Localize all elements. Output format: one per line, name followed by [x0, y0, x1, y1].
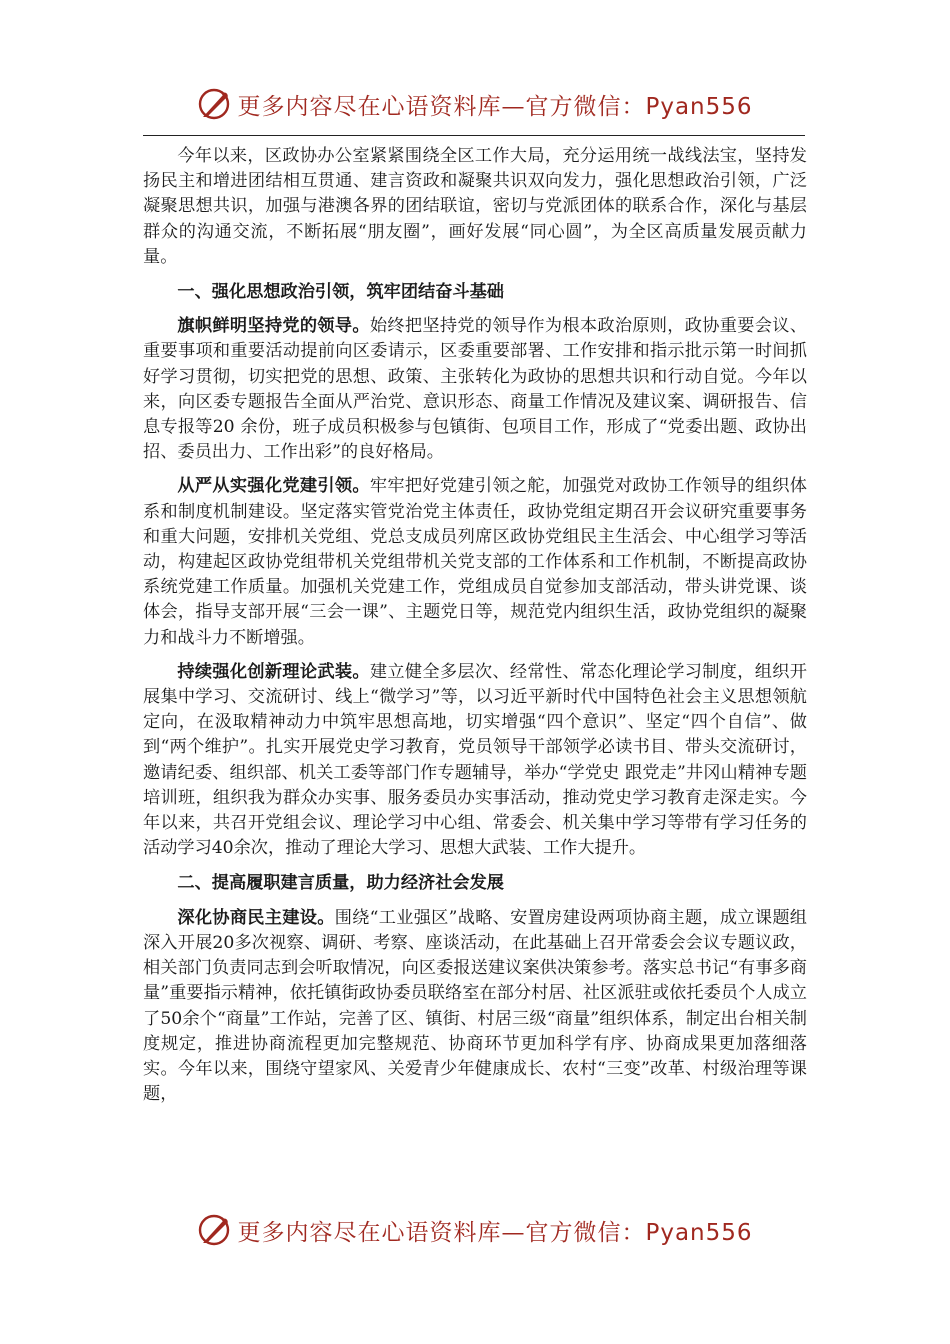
section-heading-1: 一、强化思想政治引领，筑牢团结奋斗基础 — [177, 282, 504, 303]
paragraph-lead: 持续强化创新理论武装。 — [177, 661, 370, 682]
header-divider — [143, 135, 805, 136]
quill-logo-icon — [197, 1213, 231, 1247]
paragraph-party-leadership — [143, 314, 807, 465]
section-heading-2: 二、提高履职建言质量，助力经济社会发展 — [177, 873, 504, 894]
paragraph-consultative-democracy — [143, 906, 807, 1108]
paragraph-party-building — [143, 474, 807, 650]
article-body — [143, 144, 807, 1116]
banner-wechat-id: Pyan556 — [645, 93, 753, 120]
footer-banner — [0, 1210, 950, 1250]
header-banner — [0, 84, 950, 124]
paragraph-body: 建立健全多层次、经常性、常态化理论学习制度，组织开展集中学习、交流研讨、线上“微学习”等，以习近平新时代中国特色社会主义思想领航定向，在汲取精神动力中筑牢思想高地，切实增强“四个意识”、坚定“四个自信”、做到“两个维护”。扎实开展党史学习教育，党员领导干部领学必读书目、带头交流研讨，邀请纪委、组织部、机关工委等部门作专题辅导，举办“学党史 跟党走”井冈山精神专题培训班，组织我为群众办实事、服务委员办实事活动，推动党史学习教育走深走实。今年以来，共召开党组会议、理论学习中心组、常委会、机关集中学习等带有学习任务的活动学习40余次，推动了理论大学习、思想大武装、工作大提升。 — [143, 661, 807, 859]
quill-logo-icon — [197, 87, 231, 121]
paragraph-theory-study — [143, 660, 807, 862]
paragraph-lead: 深化协商民主建设。 — [177, 907, 335, 928]
paragraph-lead: 旗帜鲜明坚持党的领导。 — [177, 316, 370, 337]
intro-paragraph: 今年以来，区政协办公室紧紧围绕全区工作大局，充分运用统一战线法宝，坚持发扬民主和增进团结相互贯通、建言资政和凝聚共识双向发力，强化思想政治引领，广泛凝聚思想共识，加强与港澳各界的团结联谊，密切与党派团体的联系合作，深化与基层群众的沟通交流，不断拓展“朋友圈”，画好发展“同心圆”，为全区高质量发展贡献力量。 — [143, 146, 807, 267]
banner-text: 更多内容尽在心语资料库—官方微信：Pyan556 — [237, 93, 753, 120]
paragraph-body: 始终把坚持党的领导作为根本政治原则，政协重要会议、重要事项和重要活动提前向区委请示，区委重要部署、工作安排和指示批示第一时间抓好学习贯彻，切实把党的思想、政策、主张转化为政协的思想共识和行动自觉。今年以来，向区委专题报告全面从严治党、意识形态、商量工作情况及建议案、调研报告、信息专报等20 余份，班子成员积极参与包镇街、包项目工作，形成了“党委出题、政协出招、委员出力、工作出彩”的良好格局。 — [143, 316, 807, 463]
banner-wechat-id: Pyan556 — [645, 1219, 753, 1246]
paragraph-lead: 从严从实强化党建引领。 — [177, 476, 370, 497]
paragraph-body: 围绕“工业强区”战略、安置房建设两项协商主题，成立课题组深入开展20多次视察、调研、考察、座谈活动，在此基础上召开常委会会议专题议政，相关部门负责同志到会听取情况，向区委报送建议案供决策参考。落实总书记“有事多商量”重要指示精神，依托镇街政协委员联络室在部分村居、社区派驻或依托委员个人成立了50余个“商量”工作站，完善了区、镇街、村居三级“商量”组织体系，制定出台相关制度规定，推进协商流程更加完整规范、协商环节更加科学有序、协商成果更加落细落实。今年以来，围绕守望家风、关爱青少年健康成长、农村“三变”改革、村级治理等课题， — [143, 907, 807, 1105]
banner-text: 更多内容尽在心语资料库—官方微信：Pyan556 — [237, 1219, 753, 1246]
paragraph-body: 牢牢把好党建引领之舵，加强党对政协工作领导的组织体系和制度机制建设。坚定落实管党治党主体责任，政协党组定期召开会议研究重要事务和重大问题，安排机关党组、党总支成员列席区政协党组民主生活会、中心组学习等活动，构建起区政协党组带机关党组带机关党支部的工作体系和工作机制，不断提高政协系统党建工作质量。加强机关党建工作，党组成员自觉参加支部活动，带头讲党课、谈体会，指导支部开展“三会一课”、主题党日等，规范党内组织生活，政协党组织的凝聚力和战斗力不断增强。 — [143, 476, 807, 648]
